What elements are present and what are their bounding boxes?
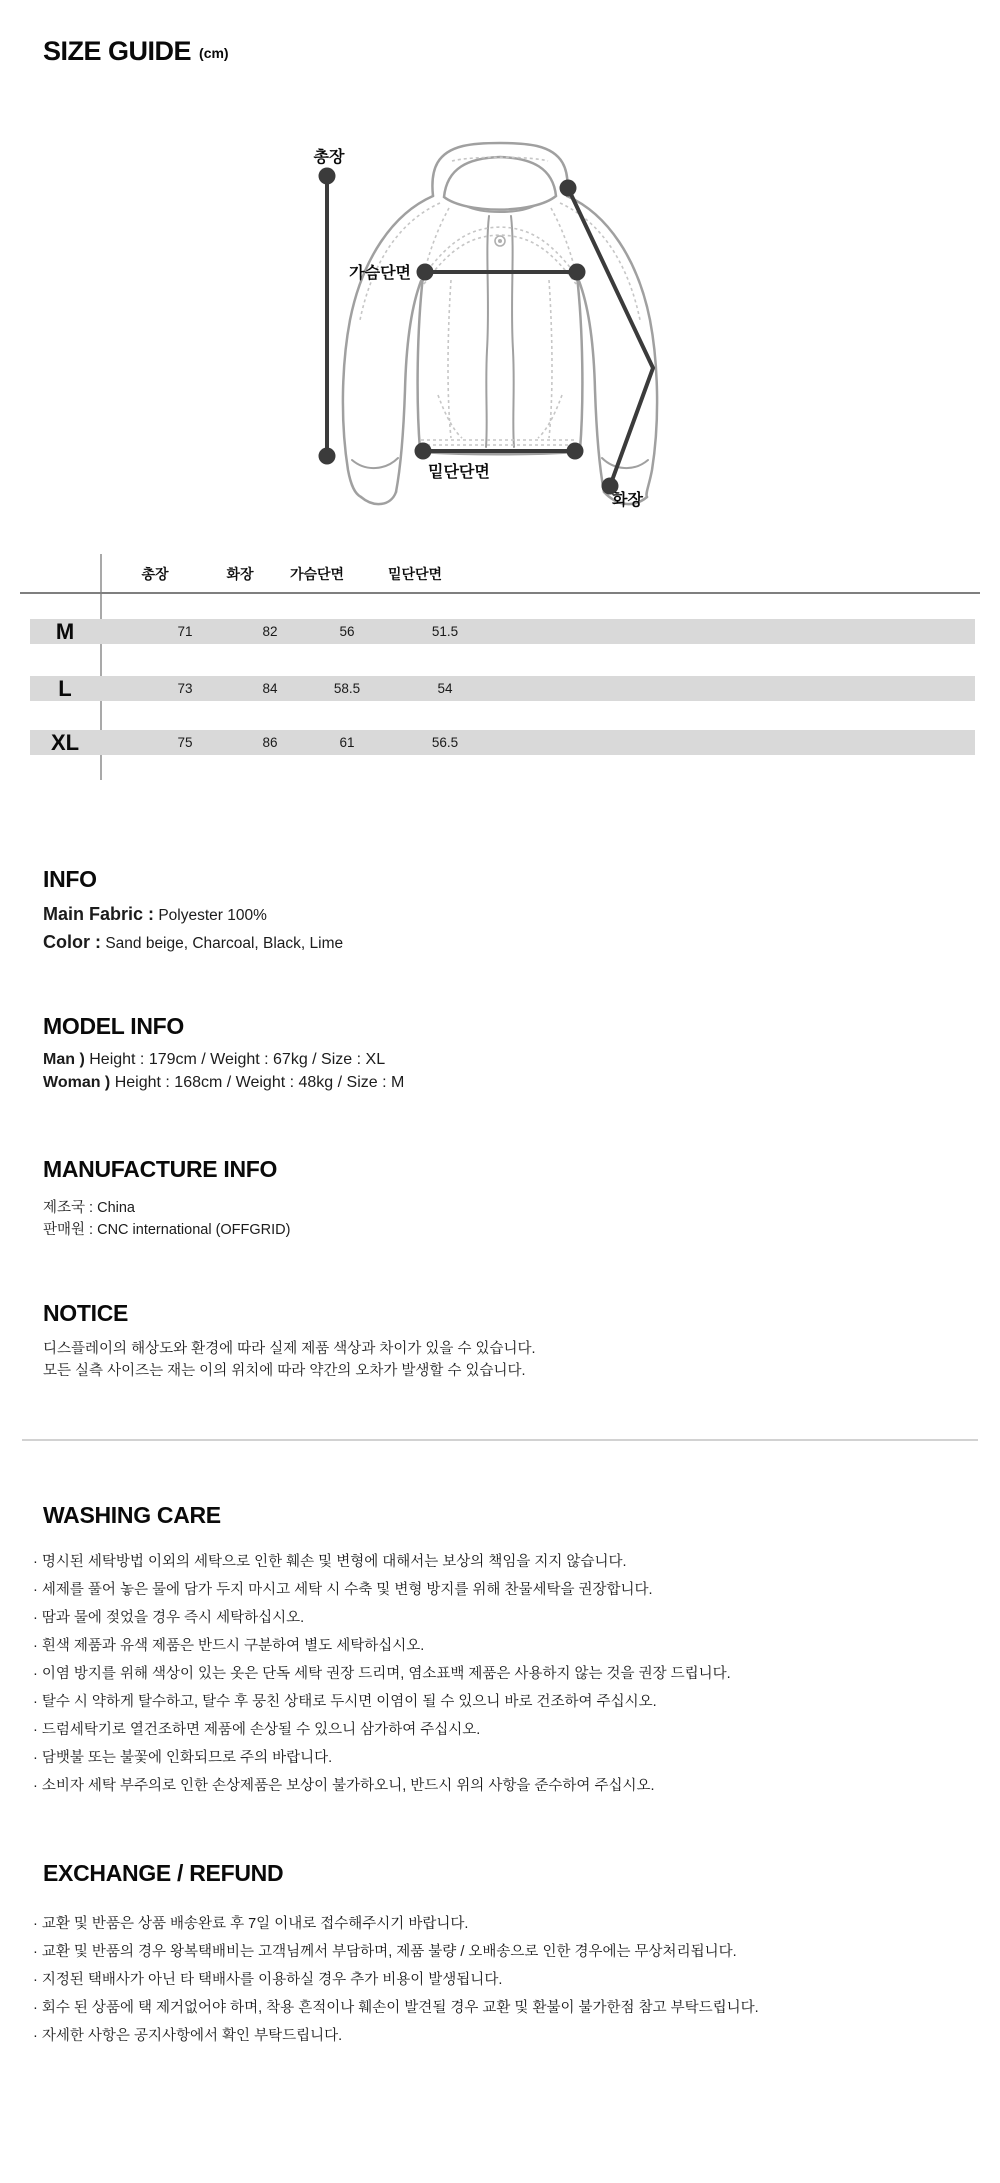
exchange-refund-item: · 회수 된 상품에 택 제거없어야 하며, 착용 흔적이나 훼손이 발견될 경우 교환 및 환불이 불가한점 참고 부탁드립니다.: [33, 2000, 759, 2016]
column-header-sleeve: 화장: [226, 566, 254, 582]
cell-value: 61: [339, 735, 355, 750]
model-man-value: Height : 179cm / Weight : 67kg / Size : XL: [89, 1051, 386, 1068]
cell-value: 86: [262, 735, 278, 750]
cell-value: 73: [177, 681, 193, 696]
exchange-refund-item: · 교환 및 반품은 상품 배송완료 후 7일 이내로 접수해주시기 바랍니다.: [33, 1916, 469, 1932]
washing-care-item: · 땀과 물에 젖었을 경우 즉시 세탁하십시오.: [33, 1610, 305, 1626]
garment-measure-diagram: [0, 0, 1000, 535]
exchange-refund-item: · 교환 및 반품의 경우 왕복택배비는 고객님께서 부담하며, 제품 불량 / 오배송으로 인한 경우에는 무상처리됩니다.: [33, 1944, 737, 1960]
table-header-rule: [20, 592, 980, 594]
cell-value: 54: [437, 681, 453, 696]
cell-value: 56.5: [431, 735, 459, 750]
model-woman-label: Woman ): [43, 1074, 111, 1091]
cell-value: 58.5: [333, 681, 361, 696]
section-divider: [22, 1439, 978, 1441]
cell-value: 56: [339, 624, 355, 639]
info-color-value: Sand beige, Charcoal, Black, Lime: [105, 935, 344, 952]
info-color-line: [43, 932, 343, 953]
size-label: L: [58, 676, 72, 701]
washing-care-item: · 드럼세탁기로 열건조하면 제품에 손상될 수 있으니 삼가하여 주십시오.: [33, 1722, 481, 1738]
column-header-total-length: 총장: [141, 566, 169, 582]
hoodie-stitching: [360, 157, 640, 445]
table-row-xl: [30, 730, 975, 755]
washing-care-heading: WASHING CARE: [43, 1502, 221, 1528]
exchange-refund-heading: EXCHANGE / REFUND: [43, 1860, 284, 1886]
size-label: XL: [50, 730, 80, 755]
label-sleeve-length: 화장: [612, 492, 643, 509]
manufacture-seller-line: 판매원 : CNC international (OFFGRID): [43, 1222, 291, 1238]
washing-care-item: · 탈수 시 약하게 탈수하고, 탈수 후 뭉친 상태로 두시면 이염이 될 수 있으니 바로 건조하여 주십시오.: [33, 1694, 657, 1710]
exchange-refund-item: · 자세한 사항은 공지사항에서 확인 부탁드립니다.: [33, 2028, 343, 2044]
cell-value: 82: [262, 624, 278, 639]
label-chest-width: 가슴단면: [349, 265, 411, 282]
cell-value: 71: [177, 624, 193, 639]
label-hem-width: 밑단단면: [428, 464, 490, 481]
manufacture-country-line: 제조국 : China: [43, 1200, 135, 1216]
table-row-l: [30, 676, 975, 701]
notice-heading: NOTICE: [43, 1300, 129, 1326]
info-fabric-line: [43, 904, 267, 925]
cell-value: 75: [177, 735, 193, 750]
cell-value: 51.5: [431, 624, 459, 639]
notice-line: 모든 실측 사이즈는 재는 이의 위치에 따라 약간의 오차가 발생할 수 있습니다.: [43, 1363, 526, 1379]
info-color-label: Color :: [43, 932, 101, 952]
cell-value: 84: [262, 681, 278, 696]
size-label: M: [55, 619, 75, 644]
washing-care-list: [33, 1548, 731, 1800]
model-woman-line: [43, 1074, 404, 1092]
page-title-text: SIZE GUIDE: [43, 36, 192, 66]
page-title-unit: (cm): [199, 45, 229, 61]
info-heading: INFO: [43, 866, 97, 892]
column-header-chest: 가슴단면: [289, 566, 345, 582]
model-woman-value: Height : 168cm / Weight : 48kg / Size : M: [114, 1074, 405, 1091]
exchange-refund-list: [33, 1910, 759, 2050]
washing-care-item: · 담뱃불 또는 불꽃에 인화되므로 주의 바랍니다.: [33, 1750, 333, 1766]
table-row-m: [30, 619, 975, 644]
washing-care-item: · 세제를 풀어 놓은 물에 담가 두지 마시고 세탁 시 수축 및 변형 방지를 위해 찬물세탁을 권장합니다.: [33, 1582, 653, 1598]
washing-care-item: · 소비자 세탁 부주의로 인한 손상제품은 보상이 불가하오니, 반드시 위의 사항을 준수하여 주십시오.: [33, 1778, 655, 1794]
washing-care-item: · 이염 방지를 위해 색상이 있는 옷은 단독 세탁 권장 드리며, 염소표백 제품은 사용하지 않는 것을 권장 드립니다.: [33, 1666, 731, 1682]
washing-care-item: · 흰색 제품과 유색 제품은 반드시 구분하여 별도 세탁하십시오.: [33, 1638, 425, 1654]
washing-care-item: · 명시된 세탁방법 이외의 세탁으로 인한 훼손 및 변형에 대해서는 보상의 책임을 지지 않습니다.: [33, 1554, 627, 1570]
model-info-heading: MODEL INFO: [43, 1013, 184, 1039]
model-man-label: Man ): [43, 1051, 85, 1068]
grommet-dot: [498, 239, 502, 243]
label-total-length: 총장: [313, 149, 345, 166]
manufacture-heading: MANUFACTURE INFO: [43, 1156, 278, 1182]
info-fabric-value: Polyester 100%: [158, 907, 267, 924]
model-man-line: [43, 1051, 385, 1069]
notice-line: 디스플레이의 해상도와 환경에 따라 실제 제품 색상과 차이가 있을 수 있습니다.: [43, 1341, 536, 1357]
column-header-hem: 밑단단면: [387, 566, 443, 582]
exchange-refund-item: · 지정된 택배사가 아닌 타 택배사를 이용하실 경우 추가 비용이 발생됩니다.: [33, 1972, 503, 1988]
info-fabric-label: Main Fabric :: [43, 904, 155, 924]
